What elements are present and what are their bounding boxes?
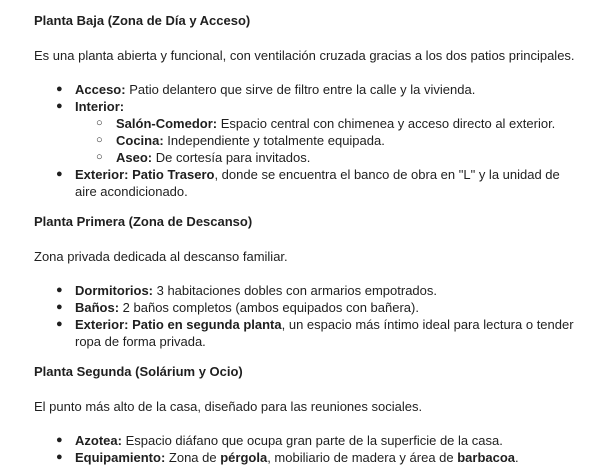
section-intro-planta-primera: Zona privada dedicada al descanso familiar. xyxy=(34,249,288,264)
sublist-interior xyxy=(75,115,578,166)
sublist-item xyxy=(75,132,578,149)
hollow-bullet-icon: ○ xyxy=(96,117,103,129)
item-text: Independiente y totalmente equipada. xyxy=(163,133,385,148)
item-text: . xyxy=(515,450,519,465)
item-bold-text: pérgola xyxy=(220,450,268,465)
list-item xyxy=(34,166,578,200)
bullet-icon: ● xyxy=(56,284,63,296)
item-text: Patio delantero que sirve de filtro entre la calle y la vivienda. xyxy=(125,82,476,97)
item-label: Cocina: xyxy=(116,133,164,148)
bullet-icon: ● xyxy=(56,434,63,446)
item-text: Zona de xyxy=(165,450,221,465)
item-label: Salón-Comedor: xyxy=(116,116,218,131)
item-label: Baños: xyxy=(75,300,120,315)
list-item xyxy=(34,299,578,316)
section-heading-planta-baja: Planta Baja (Zona de Día y Acceso) xyxy=(34,13,251,28)
bullet-icon: ● xyxy=(56,301,63,313)
sublist-item xyxy=(75,115,578,132)
item-label: Exterior: Patio Trasero xyxy=(75,167,215,182)
bullet-icon: ● xyxy=(56,83,63,95)
item-text: De cortesía para invitados. xyxy=(152,150,311,165)
list-planta-primera xyxy=(34,282,578,350)
list-item xyxy=(34,316,578,350)
item-label: Acceso: xyxy=(75,82,126,97)
hollow-bullet-icon: ○ xyxy=(96,151,103,163)
section-heading-planta-primera: Planta Primera (Zona de Descanso) xyxy=(34,214,253,229)
bullet-icon: ● xyxy=(56,451,63,463)
list-item xyxy=(34,449,578,466)
item-text: Espacio diáfano que ocupa gran parte de la superficie de la casa. xyxy=(121,433,503,448)
item-label: Exterior: Patio en segunda planta xyxy=(75,317,282,332)
section-intro-planta-baja: Es una planta abierta y funcional, con ventilación cruzada gracias a los dos patios principales. xyxy=(34,48,575,63)
item-label: Azotea: xyxy=(75,433,122,448)
item-label: Interior: xyxy=(75,99,125,114)
sublist-item xyxy=(75,149,578,166)
list-planta-segunda xyxy=(34,432,578,466)
item-text: , donde se encuentra el banco de obra en "L" y la unidad de aire acondicionado. xyxy=(75,167,560,199)
list-planta-baja xyxy=(34,81,578,200)
list-item xyxy=(34,81,578,98)
item-label: Equipamiento: xyxy=(75,450,166,465)
list-item xyxy=(34,432,578,449)
bullet-icon: ● xyxy=(56,318,63,330)
item-text: 3 habitaciones dobles con armarios empotrados. xyxy=(153,283,437,298)
item-label: Dormitorios: xyxy=(75,283,153,298)
item-text: , mobiliario de madera y área de xyxy=(267,450,458,465)
section-intro-planta-segunda: El punto más alto de la casa, diseñado para las reuniones sociales. xyxy=(34,399,423,414)
list-item xyxy=(34,282,578,299)
item-text: , un espacio más íntimo ideal para lectura o tender ropa de forma privada. xyxy=(75,317,574,349)
list-item xyxy=(34,98,578,166)
item-bold-text: barbacoa xyxy=(457,450,516,465)
bullet-icon: ● xyxy=(56,100,63,112)
item-text: Espacio central con chimenea y acceso directo al exterior. xyxy=(217,116,556,131)
hollow-bullet-icon: ○ xyxy=(96,134,103,146)
bullet-icon: ● xyxy=(56,168,63,180)
item-text: 2 baños completos (ambos equipados con bañera). xyxy=(119,300,419,315)
section-heading-planta-segunda: Planta Segunda (Solárium y Ocio) xyxy=(34,364,243,379)
item-label: Aseo: xyxy=(116,150,153,165)
